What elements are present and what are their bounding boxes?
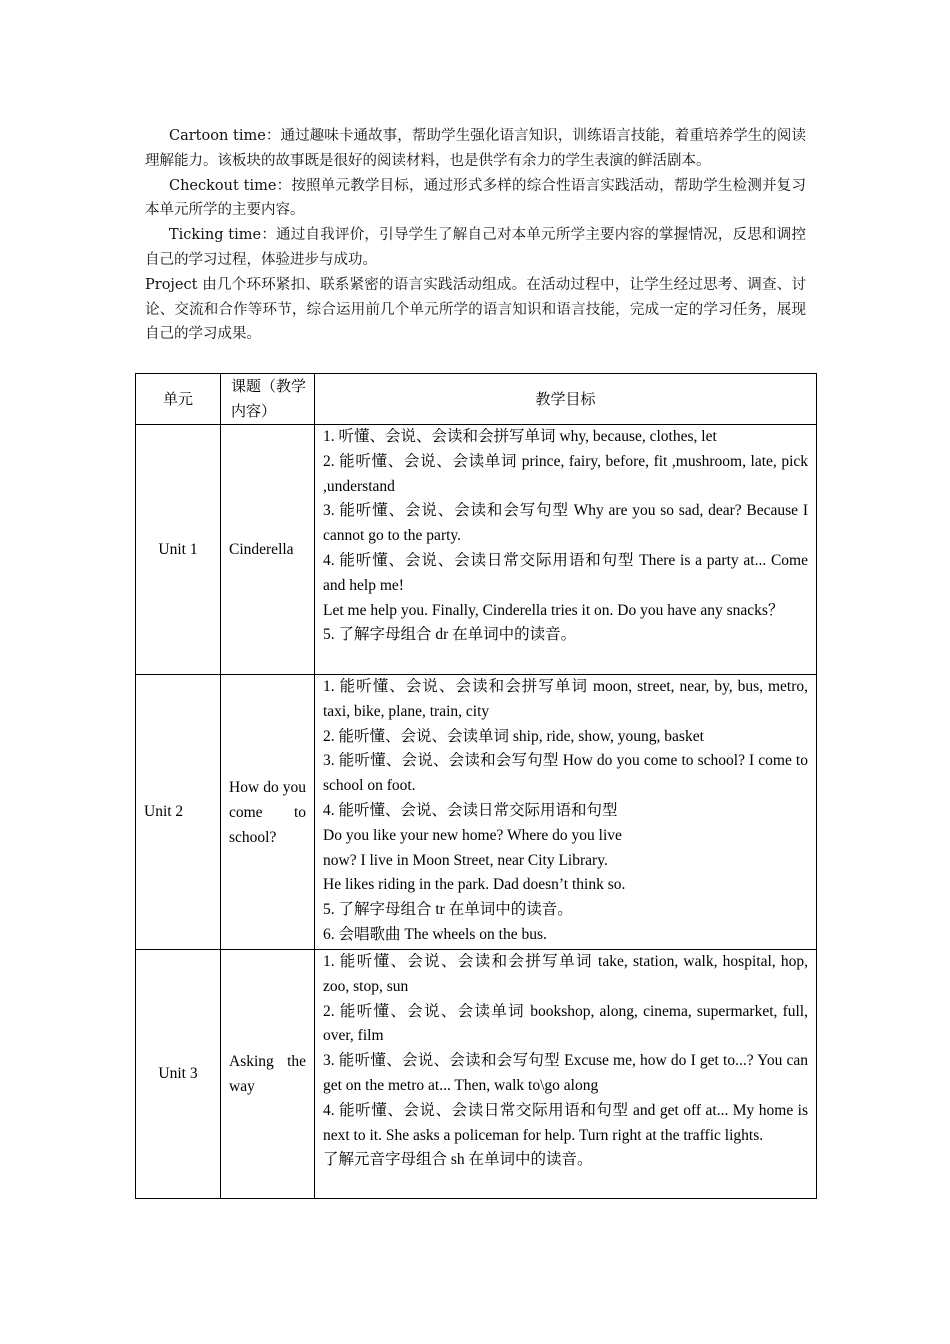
header-goals: 教学目标 (315, 374, 817, 425)
unit-cell: Unit 1 (136, 425, 221, 675)
goal-line: 3. 能听懂、会说、会读和会写句型 How do you come to school? I come to school on foot. (323, 752, 808, 795)
goal-line: 1. 听懂、会说、会读和会拼写单词 why, because, clothes, let (323, 428, 717, 445)
goals-cell (315, 950, 817, 1199)
goal-line: 4. 能听懂、会说、会读日常交际用语和句型 There is a party at... Come and help me! (323, 551, 808, 594)
goal-line: 1. 能听懂、会说、会读和会拼写单词 take, station, walk, hospital, hop, zoo, stop, sun (323, 953, 808, 995)
teaching-goals-table (135, 373, 817, 1199)
table-row (136, 425, 817, 675)
goal-line: 4. 能听懂、会说、会读日常交际用语和句型 (323, 801, 618, 819)
table-row (136, 950, 817, 1199)
goals-cell (315, 675, 817, 950)
table-header-row (136, 374, 817, 425)
goal-line: 4. 能听懂、会说、会读日常交际用语和句型 and get off at... My home is next to it. She asks a policeman for help. Turn right at the traffic lights. (323, 1101, 808, 1144)
goal-line: 2. 能听懂、会说、会读单词 bookshop, along, cinema, supermarket, full, over, film (323, 1002, 808, 1045)
checkout-time-paragraph: Checkout time：按照单元教学目标，通过形式多样的综合性语言实践活动，帮助学生检测并复习本单元所学的主要内容。 (145, 177, 806, 219)
goal-line: 5. 了解字母组合 tr 在单词中的读音。 (323, 901, 573, 919)
goal-line: now? I live in Moon Street, near City Library. (323, 851, 608, 869)
topic-cell: Asking the way (221, 950, 315, 1199)
intro-section (145, 124, 806, 347)
goal-line: He likes riding in the park. Dad doesn’t think so. (323, 876, 626, 894)
header-unit: 单元 (136, 374, 221, 425)
topic-cell: Cinderella (221, 425, 315, 675)
unit-cell: Unit 3 (136, 950, 221, 1199)
goal-line: Let me help you. Finally, Cinderella tries it on. Do you have any snacks？ (323, 601, 784, 619)
goal-line: 5. 了解字母组合 dr 在单词中的读音。 (323, 626, 577, 644)
goal-line: 2. 能听懂、会说、会读单词 prince, fairy, before, fit ,mushroom, late, pick ,understand (323, 452, 808, 495)
header-topic: 课题（教学内容） (221, 374, 315, 425)
goal-line: 6. 会唱歌曲 The wheels on the bus. (323, 925, 547, 943)
goal-line: 1. 能听懂、会说、会读和会拼写单词 moon, street, near, by, bus, metro, taxi, bike, plane, train, city (323, 678, 808, 720)
table-row (136, 675, 817, 950)
ticking-time-paragraph: Ticking time：通过自我评价，引导学生了解自己对本单元所学主要内容的掌握情况，反思和调控自己的学习过程，体验进步与成功。 (145, 227, 806, 268)
project-paragraph: Project 由几个环环紧扣、联系紧密的语言实践活动组成。在活动过程中，让学生经过思考、调查、讨论、交流和合作等环节，综合运用前几个单元所学的语言知识和语言技能，完成一定的学习任务，展现自己的学习成果。 (145, 276, 806, 343)
cartoon-time-paragraph: Cartoon time：通过趣味卡通故事，帮助学生强化语言知识，训练语言技能，着重培养学生的阅读理解能力。该板块的故事既是很好的阅读材料，也是供学有余力的学生表演的鲜活剧本。 (145, 128, 806, 169)
goals-cell (315, 425, 817, 675)
goal-line: Do you like your new home? Where do you live (323, 826, 622, 844)
unit-cell: Unit 2 (136, 675, 221, 950)
goal-line: 3. 能听懂、会说、会读和会写句型 Why are you so sad, dear? Because I cannot go to the party. (323, 502, 808, 545)
goal-line: 了解元音字母组合 sh 在单词中的读音。 (323, 1151, 593, 1169)
goal-line: 2. 能听懂、会说、会读单词 ship, ride, show, young, basket (323, 727, 704, 745)
goal-line: 3. 能听懂、会说、会读和会写句型 Excuse me, how do I get to...? You can get on the metro at... Then, walk to\go along (323, 1052, 808, 1094)
topic-cell: How do you come to school? (221, 675, 315, 950)
